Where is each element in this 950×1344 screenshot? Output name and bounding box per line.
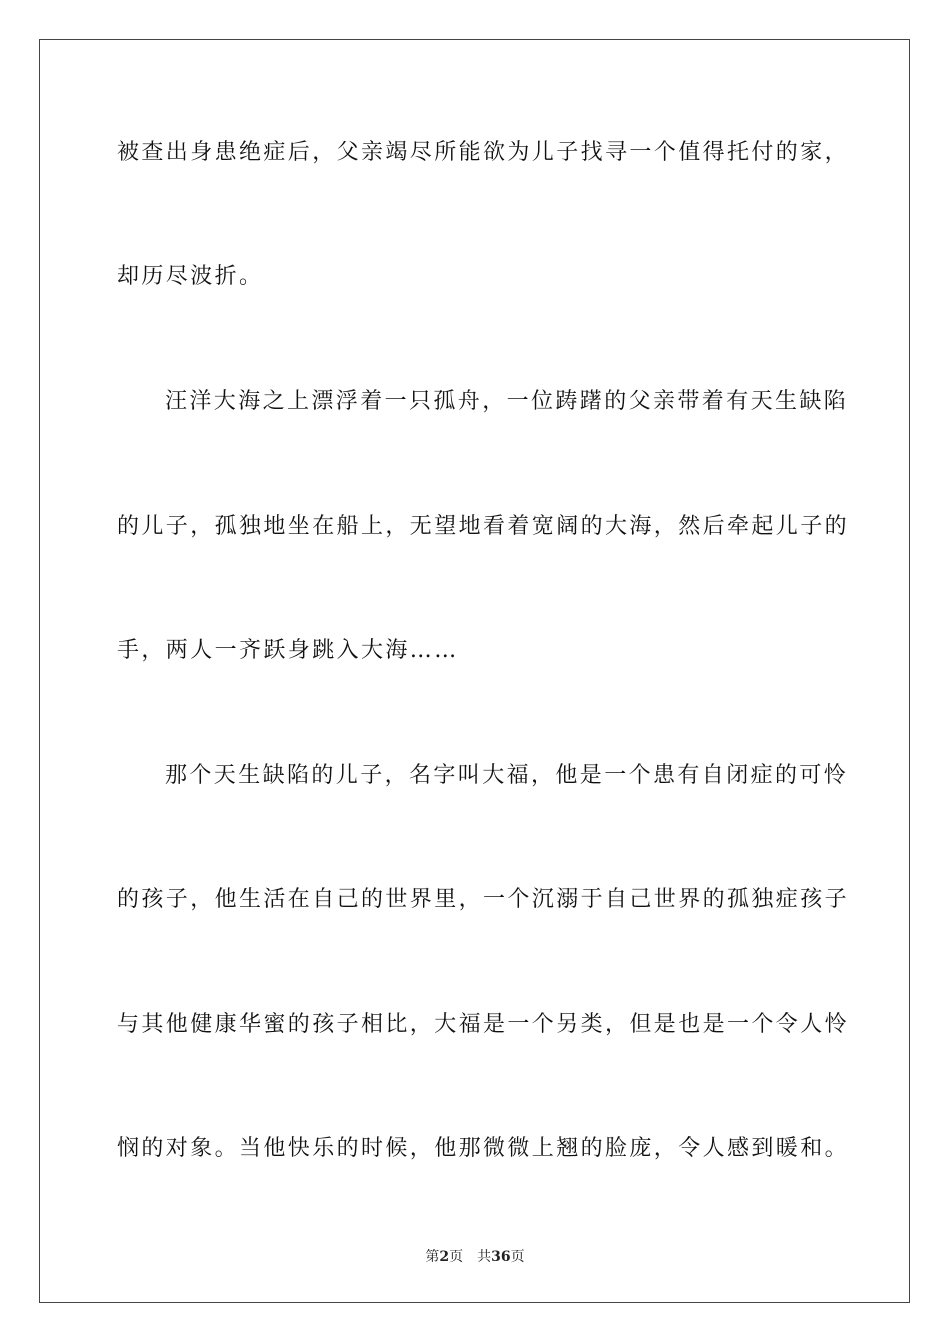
page-suffix: 页: [449, 1249, 464, 1265]
paragraph-start-line: 汪洋大海之上漂浮着一只孤舟，一位踌躇的父亲带着有天生缺陷: [165, 389, 849, 414]
text-line: 却历尽波折。: [117, 264, 264, 289]
page-number: 2: [439, 1249, 450, 1265]
text-line: 与其他健康华蜜的孩子相比，大福是一个另类，但是也是一个令人怜: [117, 1012, 850, 1037]
total-pages: 36: [491, 1249, 511, 1265]
total-prefix: 共: [477, 1249, 492, 1265]
page-prefix: 第: [425, 1249, 440, 1265]
total-suffix: 页: [510, 1249, 525, 1265]
page-border: [39, 39, 910, 1303]
text-line: 悯的对象。当他快乐的时候，他那微微上翘的脸庞，令人感到暖和。: [117, 1136, 850, 1161]
text-line: 的儿子，孤独地坐在船上，无望地看着宽阔的大海，然后牵起儿子的: [117, 514, 850, 539]
text-line: 被查出身患绝症后，父亲竭尽所能欲为儿子找寻一个值得托付的家，: [117, 140, 850, 165]
text-line: 手，两人一齐跃身跳入大海……: [117, 638, 459, 663]
page-footer: [0, 1247, 950, 1267]
text-line: 的孩子，他生活在自己的世界里，一个沉溺于自己世界的孤独症孩子: [117, 887, 850, 912]
paragraph-start-line: 那个天生缺陷的儿子，名字叫大福，他是一个患有自闭症的可怜: [165, 763, 849, 788]
